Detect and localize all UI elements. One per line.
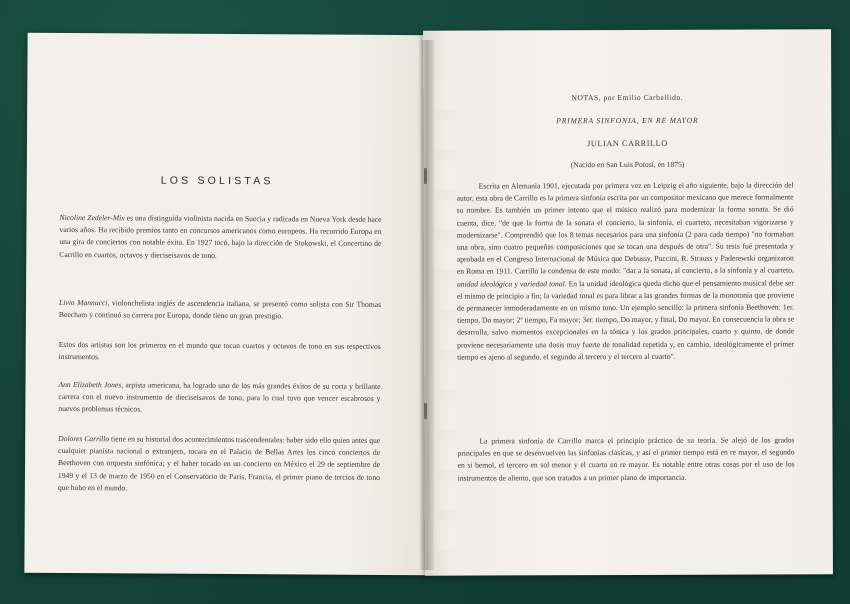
paragraph-text: , arpista americana, ha logrado uno de los más grandes éxitos de su corta y brillante carrera con el nuevo instrumento de dieciseisavos de tono, para lo cual tuvo que vencer escabrosos y nuevos problemas técnicos. bbox=[58, 380, 381, 414]
soloist-name: Nicoline Zedeler-Mix bbox=[59, 212, 125, 223]
soloist-name: Ann Elizabeth Jones bbox=[58, 379, 122, 390]
symphony-title-text: PRIMERA SINFONIA, EN RE MAYOR bbox=[556, 115, 699, 126]
emphasis-text: variedad tonal bbox=[520, 278, 565, 289]
soloist-name: Dolores Carrillo bbox=[58, 433, 110, 444]
right-page bbox=[423, 29, 833, 575]
paragraph-text: Estos dos artistas son los primeros en el mundo que tocan cuartos y octavos de tono en sus respectivos instrumentos. bbox=[58, 339, 381, 362]
notes-author-line: NOTAS, por Emilio Carballido. bbox=[571, 92, 684, 103]
bottom-staple bbox=[424, 403, 427, 419]
paragraph-text: . En la unidad ideológica queda dicho que el pensamiento musical debe ser el mismo de principio a fin; la variedad tonal es para librar a las grandes formas de la monotonía que proviene de permanecer inmoderadamente en un mismo tono. Un ejemplo sencillo: la primera sinfonía Beethoven: 1er. tiempo, Do mayor; 2º tiempo, Fa mayor; 3er. tiempo, Do mayor, y final, Do mayor. En consecuencia la obra se desarrolla, salvo momentos excepcionales en la tónica y los grados principales, cuarto y quinto, de donde proviene necesariamente una dosis muy fuerte de tonalidad repetida y, en cambio, ideológicamente el primer tiempo es ajeno al segundo, el segundo al tercero y el tercero al cuarto". bbox=[456, 278, 795, 362]
left-page bbox=[24, 33, 431, 575]
soloists-heading: LOS SOLISTAS bbox=[160, 174, 274, 188]
soloist-paragraph-zedeler bbox=[59, 212, 381, 263]
composer-name: JULIAN CARRILLO bbox=[587, 138, 668, 149]
booklet-gutter bbox=[420, 40, 434, 570]
emphasis-text: unidad ideológica bbox=[456, 279, 513, 289]
symphony-title bbox=[423, 114, 831, 128]
notes-paragraph-2 bbox=[457, 434, 794, 484]
composer-birth: (Nacido en San Luis Potosí, en 1875) bbox=[570, 159, 685, 170]
page-watermark-strip bbox=[435, 81, 457, 551]
paragraph-text: y bbox=[512, 279, 521, 289]
soloist-paragraph-jones bbox=[58, 379, 380, 418]
notes-paragraph-1 bbox=[457, 179, 795, 363]
soloist-paragraph-pioneers bbox=[59, 339, 381, 365]
paragraph-text: es una distinguida violinista nacida en Suecia y radicada en Nueva York desde hace varios años. Ha recibido premios tanto en concursos americanos como europeos. Ha recorrido Europa en una gira de conciertos con notable éxito. En 1927 tocó, bajo la dirección de Stokowski, el Concertino de Carrillo en cuartos, octavos y dieciseisavos de tono. bbox=[59, 213, 382, 260]
top-staple bbox=[424, 168, 427, 184]
soloist-paragraph-dolores bbox=[58, 433, 380, 496]
soloist-paragraph-mannucci bbox=[59, 297, 381, 323]
soloist-name: Livio Mannucci bbox=[58, 297, 108, 308]
paragraph-text: , violonchelista inglés de ascendencia italiana, se presentó como solista con Sir Thomas Beecham y continuó su carrera por Europa, donde tiene un gran prestigio. bbox=[58, 298, 382, 321]
paragraph-text: Escrita en Alemania 1901, ejecutada por primera vez en Leipzig el año siguiente, bajo la dirección del autor, esta obra de Carrillo es la primera sinfonía escrita por un compositor mexicano que merece formalmente su nombre. Es también un primer intento que el músico realizó para modernizar la forma sonata. Se dió cuenta, dice, "de que la forma de la sonata el concierto, la sinfonía, el cuarteto, necesitaban vigorizarse y modernizarse". Comprendió que los 8 temas necesarios para una sinfonía (2 para cada tiempo) "no formaban una obra, sino cuatro pequeñas composiciones que se tocan una después de otra". Su tesis fué presentada y aprobada en el Congreso Internacional de Música que Debussy, Puccini, R. Strauss y Paderewski organizaron en Roma en 1911. Carrillo la condensa de este modo: "dar a la sonata, al concierto, a la sinfonía y al cuarteto, bbox=[456, 180, 794, 277]
paragraph-text: La primera sinfonía de Carrillo marca el principio práctico de su teoría. Se alejó de los grados principales en que se desenvuelven las sinfonías clásicas, y así el primer tiempo está en re mayor, el segundo en si bemol, el tercero en sol menor y el cuarto en re mayor. Es notable entre otras cosas por el uso de los instrumentos de aliento, que son tratados a un primer plano de importancia. bbox=[457, 435, 795, 483]
paragraph-text: tiene en su historial dos acontecimientos trascendentales: haber sido ello quien antes que cualquier pianista nacional o extranjero, tocara en el Palacio de Bellas Artes los cinco conciertos de Beethoven con orquesta sinfónica; y el haber tocado en un concierto en México el 29 de septiembre de 1949 y el 13 de marzo de 1950 en el Conservatorio de París, Francia, el primer piano de tercios de tono que hubo en el mundo. bbox=[57, 434, 381, 493]
